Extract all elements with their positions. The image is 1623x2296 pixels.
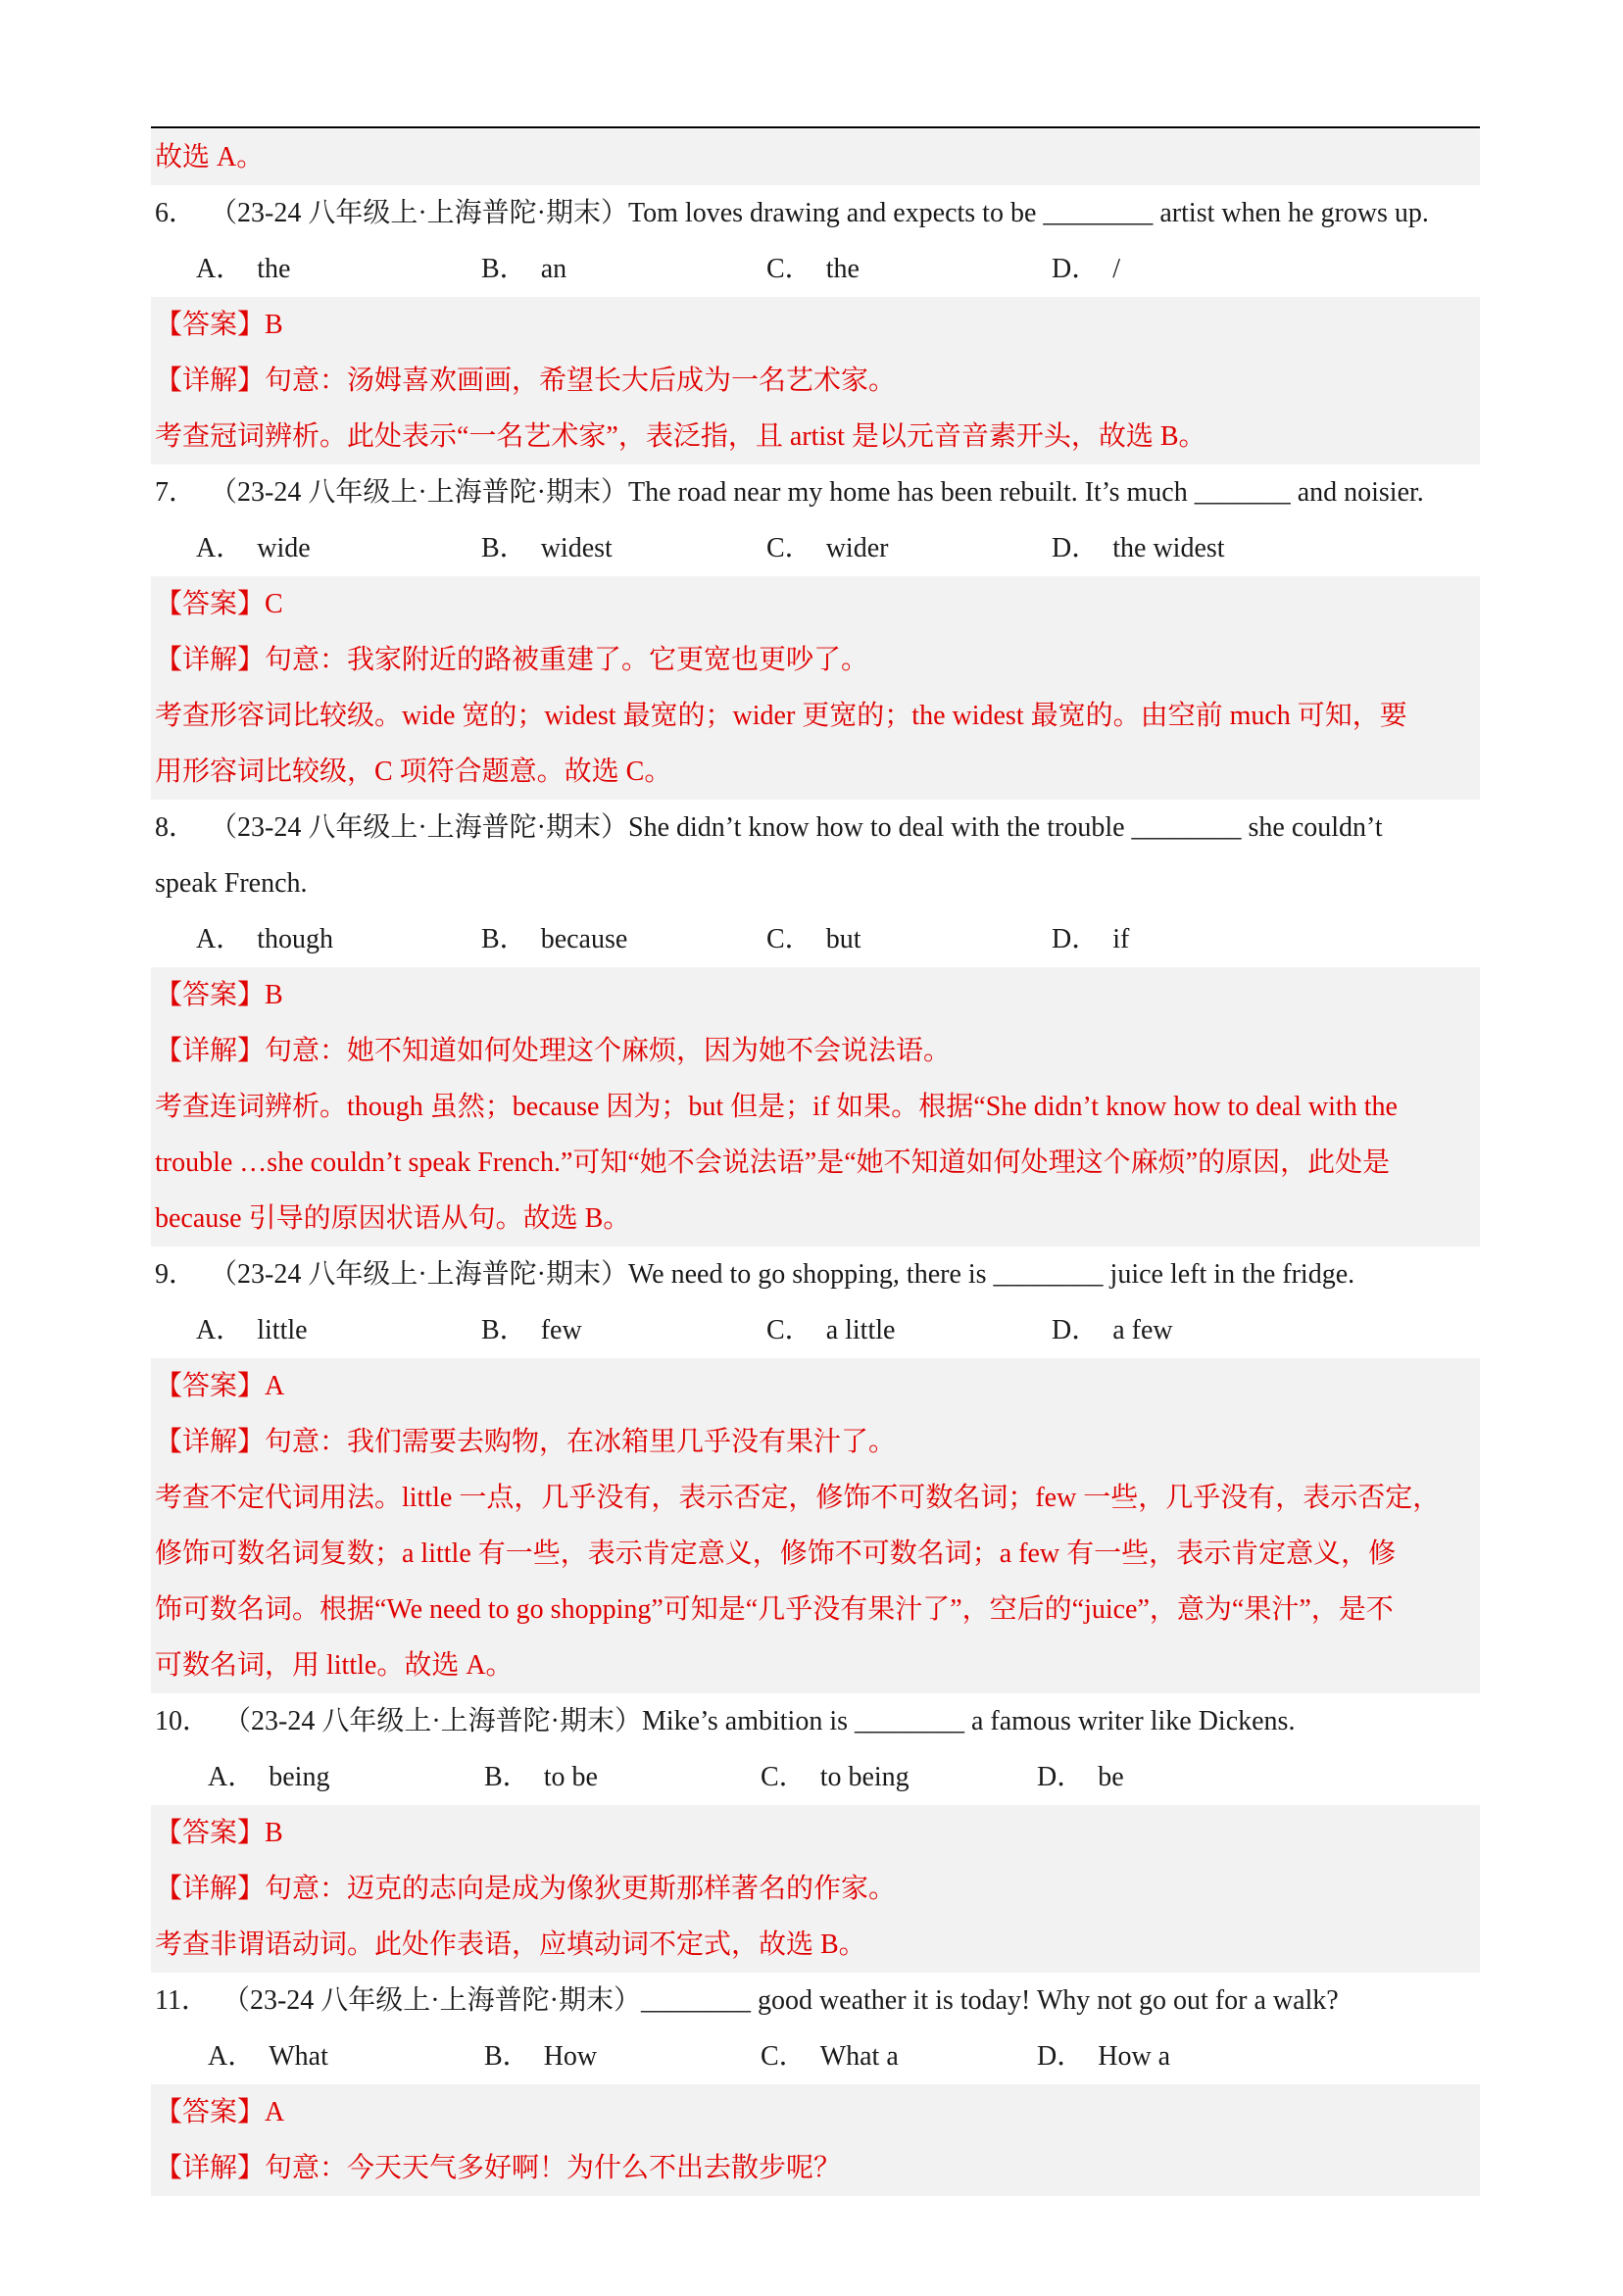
option-d	[1052, 241, 1337, 297]
option-d	[1052, 1302, 1337, 1358]
option-text: How	[543, 2041, 598, 2072]
detail-line	[151, 1414, 1480, 1470]
question-number: 6．	[155, 198, 197, 228]
option-letter: D．	[1052, 924, 1100, 954]
question-stem	[151, 800, 1480, 855]
option-a	[196, 520, 481, 576]
option-text: a few	[1112, 1315, 1173, 1345]
question-source: （23-24 八年级上·上海普陀·期末）	[223, 1706, 642, 1736]
answer-value: C	[265, 589, 283, 619]
options-row	[151, 1749, 1480, 1805]
detail-text: 句意：今天天气多好啊！为什么不出去散步呢？	[265, 2153, 842, 2183]
option-c	[766, 520, 1052, 576]
answer-value: B	[265, 980, 283, 1010]
question-source: （23-24 八年级上·上海普陀·期末）	[221, 1985, 641, 2016]
option-text: but	[825, 924, 861, 954]
detail-tag: 【详解】	[155, 2153, 266, 2183]
options-row	[151, 911, 1480, 967]
option-letter: B．	[484, 1762, 530, 1792]
explanation-line: 考查冠词辨析。此处表示“一名艺术家”，表泛指，且 artist 是以元音音素开头，故选 B。	[155, 421, 1206, 452]
answer-tag: 【答案】	[155, 589, 266, 619]
option-b	[481, 911, 766, 967]
option-letter: A．	[196, 533, 244, 563]
option-text: a little	[825, 1315, 896, 1345]
option-c	[766, 241, 1052, 297]
question-number: 9．	[155, 1259, 197, 1290]
option-d	[1052, 520, 1337, 576]
option-text: being	[269, 1762, 330, 1792]
answer-line	[151, 2084, 1480, 2140]
question-stem-continued	[151, 855, 1480, 911]
explanation-line: 考查连词辨析。though 虽然；because 因为；but 但是；if 如果。根据“She didn’t know how to deal with the	[155, 1092, 1398, 1122]
question-source: （23-24 八年级上·上海普陀·期末）	[210, 812, 628, 843]
option-text: widest	[540, 533, 613, 563]
option-a	[196, 911, 481, 967]
option-b	[484, 1749, 761, 1805]
option-letter: A．	[208, 1762, 256, 1792]
option-d	[1037, 1749, 1313, 1805]
detail-text: 句意：迈克的志向是成为像狄更斯那样著名的作家。	[265, 1874, 897, 1904]
option-text: wider	[825, 533, 889, 563]
detail-tag: 【详解】	[155, 645, 266, 675]
option-text: if	[1112, 924, 1130, 954]
option-text: few	[540, 1315, 582, 1345]
option-text: because	[540, 924, 628, 954]
option-letter: B．	[484, 2041, 530, 2072]
answer-block	[151, 1805, 1480, 1973]
explanation-line: because 引导的原因状语从句。故选 B。	[155, 1203, 631, 1234]
answer-value: B	[265, 310, 283, 340]
option-letter: C．	[766, 533, 812, 563]
question-text: Tom loves drawing and expects to be ________ artist when he grows up.	[628, 198, 1429, 228]
option-d	[1052, 911, 1337, 967]
option-b	[481, 1302, 766, 1358]
option-text: though	[257, 924, 334, 954]
option-text: wide	[257, 533, 311, 563]
option-d	[1037, 2028, 1313, 2084]
detail-line	[151, 353, 1480, 409]
option-letter: C．	[766, 254, 812, 284]
option-letter: D．	[1052, 1315, 1100, 1345]
answer-block	[151, 2084, 1480, 2196]
detail-text: 句意：我们需要去购物，在冰箱里几乎没有果汁了。	[265, 1427, 897, 1457]
question-source: （23-24 八年级上·上海普陀·期末）	[210, 1259, 628, 1290]
answer-value: A	[265, 2097, 285, 2127]
question-text: ________ good weather it is today! Why not go out for a walk?	[640, 1985, 1339, 2016]
question-text: We need to go shopping, there is ________ juice left in the fridge.	[628, 1259, 1355, 1290]
option-letter: D．	[1037, 2041, 1085, 2072]
detail-text: 句意：我家附近的路被重建了。它更宽也更吵了。	[265, 645, 869, 675]
option-text: the	[825, 254, 860, 284]
option-letter: C．	[766, 924, 812, 954]
option-text: What	[269, 2041, 328, 2072]
option-text: an	[540, 254, 567, 284]
question-stem	[151, 1693, 1480, 1749]
option-letter: A．	[208, 2041, 256, 2072]
option-letter: D．	[1037, 1762, 1085, 1792]
question-stem	[151, 185, 1480, 241]
question-stem	[151, 464, 1480, 520]
option-text: What a	[819, 2041, 899, 2072]
option-a	[196, 241, 481, 297]
question-number: 8．	[155, 812, 197, 843]
option-b	[484, 2028, 761, 2084]
option-a	[208, 2028, 484, 2084]
answer-line	[151, 1358, 1480, 1414]
explanation-line: 可数名词，用 little。故选 A。	[155, 1650, 514, 1681]
header-rule	[151, 126, 1480, 128]
option-text: be	[1098, 1762, 1124, 1792]
option-letter: A．	[196, 254, 244, 284]
answer-tag: 【答案】	[155, 2097, 266, 2127]
option-text: the	[257, 254, 291, 284]
option-c	[761, 1749, 1037, 1805]
option-c	[761, 2028, 1037, 2084]
page-content	[151, 129, 1480, 2196]
explanation-line: 用形容词比较级，C 项符合题意。故选 C。	[155, 757, 672, 787]
answer-tag: 【答案】	[155, 1818, 266, 1848]
previous-answer-text: 故选 A。	[155, 142, 265, 172]
option-letter: D．	[1052, 533, 1100, 563]
option-c	[766, 911, 1052, 967]
explanation-line: 修饰可数名词复数；a little 有一些，表示肯定意义，修饰不可数名词；a few 有一些，表示肯定意义，修	[155, 1539, 1397, 1569]
option-letter: B．	[481, 924, 527, 954]
question-text: Mike’s ambition is ________ a famous writer like Dickens.	[642, 1706, 1296, 1736]
question-source: （23-24 八年级上·上海普陀·期末）	[210, 477, 628, 508]
detail-text: 句意：她不知道如何处理这个麻烦，因为她不会说法语。	[265, 1036, 952, 1066]
option-a	[196, 1302, 481, 1358]
explanation-line: trouble …she couldn’t speak French.”可知“她不会说法语”是“她不知道如何处理这个麻烦”的原因，此处是	[155, 1148, 1391, 1178]
detail-tag: 【详解】	[155, 1427, 266, 1457]
option-letter: A．	[196, 1315, 244, 1345]
answer-block	[151, 297, 1480, 464]
detail-line	[151, 2140, 1480, 2196]
question-text: speak French.	[155, 868, 308, 899]
option-letter: C．	[766, 1315, 812, 1345]
detail-tag: 【详解】	[155, 1874, 266, 1904]
options-row	[151, 1302, 1480, 1358]
answer-block	[151, 967, 1480, 1246]
option-text: /	[1112, 254, 1121, 284]
option-text: to being	[819, 1762, 910, 1792]
answer-line	[151, 297, 1480, 353]
answer-block	[151, 1358, 1480, 1693]
options-row	[151, 241, 1480, 297]
answer-tag: 【答案】	[155, 310, 266, 340]
option-text: little	[257, 1315, 308, 1345]
answer-value: A	[265, 1371, 285, 1401]
explanation-line: 考查非谓语动词。此处作表语，应填动词不定式，故选 B。	[155, 1930, 866, 1960]
option-a	[208, 1749, 484, 1805]
question-number: 10．	[155, 1706, 211, 1736]
detail-line	[151, 1023, 1480, 1079]
option-letter: B．	[481, 254, 527, 284]
answer-line	[151, 967, 1480, 1023]
answer-tag: 【答案】	[155, 980, 266, 1010]
detail-line	[151, 632, 1480, 688]
answer-tag: 【答案】	[155, 1371, 266, 1401]
answer-block	[151, 576, 1480, 800]
question-number: 7．	[155, 477, 197, 508]
explanation-line: 考查形容词比较级。wide 宽的；widest 最宽的；wider 更宽的；the widest 最宽的。由空前 much 可知，要	[155, 701, 1407, 731]
question-stem	[151, 1246, 1480, 1302]
option-letter: C．	[761, 2041, 807, 2072]
answer-line	[151, 576, 1480, 632]
question-text: She didn’t know how to deal with the trouble ________ she couldn’t	[628, 812, 1383, 843]
option-c	[766, 1302, 1052, 1358]
detail-tag: 【详解】	[155, 366, 266, 396]
option-text: to be	[543, 1762, 598, 1792]
options-row	[151, 520, 1480, 576]
question-stem	[151, 1973, 1480, 2028]
option-b	[481, 520, 766, 576]
option-letter: A．	[196, 924, 244, 954]
explanation-line: 考查不定代词用法。little 一点，几乎没有，表示否定，修饰不可数名词；few 一些，几乎没有，表示否定，	[155, 1483, 1441, 1513]
explanation-line: 饰可数名词。根据“We need to go shopping”可知是“几乎没有果汁了”，空后的“juice”，意为“果汁”，是不	[155, 1594, 1394, 1625]
detail-tag: 【详解】	[155, 1036, 266, 1066]
option-letter: D．	[1052, 254, 1100, 284]
option-b	[481, 241, 766, 297]
option-letter: C．	[761, 1762, 807, 1792]
option-letter: B．	[481, 1315, 527, 1345]
answer-value: B	[265, 1818, 283, 1848]
options-row	[151, 2028, 1480, 2084]
option-letter: B．	[481, 533, 527, 563]
question-source: （23-24 八年级上·上海普陀·期末）	[210, 198, 628, 228]
option-text: How a	[1098, 2041, 1171, 2072]
detail-text: 句意：汤姆喜欢画画，希望长大后成为一名艺术家。	[265, 366, 897, 396]
option-text: the widest	[1112, 533, 1225, 563]
answer-line	[151, 1805, 1480, 1861]
previous-answer-tail	[151, 129, 1480, 185]
question-number: 11．	[155, 1985, 209, 2016]
question-text: The road near my home has been rebuilt. It’s much _______ and noisier.	[628, 477, 1424, 508]
detail-line	[151, 1861, 1480, 1917]
